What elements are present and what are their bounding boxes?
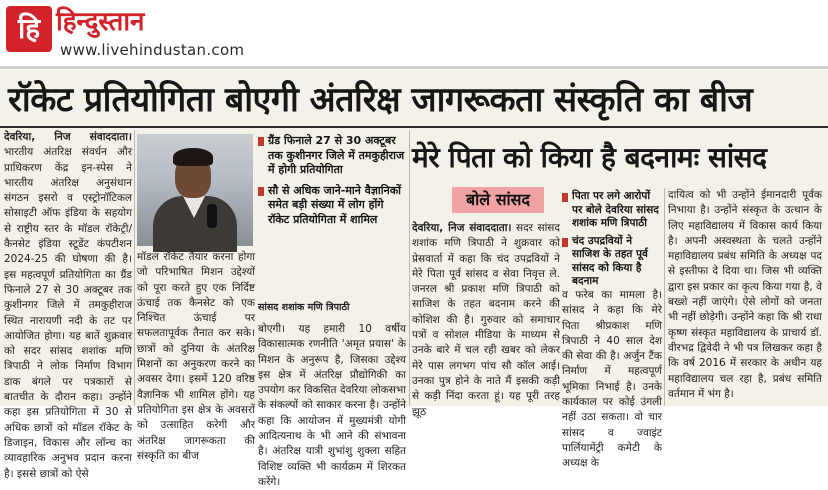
highlight-item xyxy=(562,235,662,289)
newspaper-name[interactable]: हिन्दुस्तान xyxy=(56,7,145,37)
column-divider xyxy=(134,130,135,406)
story1-headline: रॉकेट प्रतियोगिता बोएगी अंतरिक्ष जागरूकता संस्कृति का बीज xyxy=(8,80,753,120)
newspaper-clipping xyxy=(0,70,828,488)
story1-column-1 xyxy=(4,130,132,480)
bullet-marker-icon xyxy=(258,137,264,146)
story2-column-1 xyxy=(412,221,560,418)
column-divider xyxy=(409,130,410,406)
story1-dateline: देवरिया, निज संवाददाता। xyxy=(4,131,132,143)
story2-column-2 xyxy=(562,288,662,470)
photo-caption: सांसद शशांक मणि त्रिपाठी xyxy=(258,302,406,314)
highlight-text: ग्रैंड फिनाले 27 से 30 अक्टूबर तक कुशीनगर जिले में तमकुहीराज में होगी प्रतियोगिता xyxy=(268,134,405,176)
headline-rule xyxy=(0,126,828,128)
masthead xyxy=(0,0,828,72)
hindustan-logo[interactable] xyxy=(6,6,52,52)
mp-photo xyxy=(137,134,253,246)
story1-column-3-text: बोएगी। यह हमारी 10 वर्षीय विकासात्मक रणनीति 'अमृत प्रयास' के मिशन के अनुरूप है, जिसका उद्देश्य इस क्षेत्र में अंतरिक्ष प्रौद्योगिकी का उपयोग कर विकसित देवरिया लोकसभा के संकल्पों को साकार करना है। उन्होंने कहा कि आयोजन में मुख्यमंत्री योगी आदित्यनाथ के भी आने की संभावना है। अंतरिक्ष यात्री शुभांशु शुक्ला सहित विशिष्ट व्यक्ति भी कार्यक्रम में शिरकत करेंगे। xyxy=(258,323,406,488)
highlight-text: पिता पर लगे आरोपों पर बोले देवरिया सांसद शशांक मणि त्रिपाठी xyxy=(572,190,659,229)
story2-tag: बोले सांसद xyxy=(452,187,544,213)
highlight-item xyxy=(258,184,406,228)
story1-column-2-text: मॉडल रॉकेट तैयार करना होगा जो परिभाषित मिशन उद्देश्यों को पूरा करते हुए एक निर्दिष्ट ऊंचाई तक कैनसेट को एक निश्चित ऊंचाई पर सफलतापूर्वक तैनात कर सके। छात्रों को दुनिया के अंतरिक्ष मिशनों का अनुकरण करने का अवसर देगा। इसमें 120 वरिष्ठ वैज्ञानिक भी शामिल होंगे। यह प्रतियोगिता इस क्षेत्र के अवसरों को उत्साहित करेगी और अंतरिक्ष जागरूकता की संस्कृति का बीज xyxy=(137,251,255,462)
website-url[interactable]: www.livehindustan.com xyxy=(60,41,245,59)
highlight-item xyxy=(258,134,406,178)
story2-column-3-text: दायित्व को भी उन्होंने ईमानदारी पूर्वक निभाया है। उन्होंने संस्कृत के उत्थान के लिए महाविद्यालय में विकास कार्य किया है। अपनी अस्वस्थता के चलते उन्होंने महाविद्यालय प्रबंध समिति के अध्यक्ष पद से इस्तीफा दे दिया था। जिस भी व्यक्ति द्वारा इस प्रकार का कृत्य किया गया है, वे बख्शे नहीं जाएंगे। ऐसे लोगों को जनता भी नहीं छोड़ेगी। उन्होंने कहा कि श्री राधा कृष्ण संस्कृत महाविद्यालय के प्राचार्य डॉ. वीरभद्र द्विवेदी ने भी पत्र लिखकर कहा है कि वर्ष 2016 में सरकार के अधीन यह महाविद्यालय चल रहा है, प्रबंध समिति वर्तमान में भंग है। xyxy=(668,189,822,400)
story2-column-2-text: व फरेब का मामला है। सांसद ने कहा कि मेरे पिता श्रीप्रकाश मणि त्रिपाठी ने 40 साल देश की सेवा की है। अर्जुन टैंक निर्माण में महत्वपूर्ण भूमिका निभाई है। उनके कार्यकाल पर कोई उंगली नहीं उठा सकता। वो चार सांसद व ज्वाइंट पार्लियामेंट्री कमेटी के अध्यक्ष के xyxy=(562,289,662,470)
story1-column-1-text: भारतीय अंतरिक्ष संवर्धन और प्राधिकरण केंद्र इन-स्पेस ने भारतीय अंतरिक्ष अनुसंधान संगठन इसरो व एस्ट्रोनॉटिकल सोसाइटी ऑफ इंडिया के सहयोग से राष्ट्रीय स्तर के मॉडल रॉकेट्री/कैनसेट इंडिया स्टूडेंट कंपटीशन 2024-25 की घोषणा की है। इस महत्वपूर्ण प्रतियोगिता का ग्रैंड फिनाले 27 से 30 अक्टूबर तक कुशीनगर जिले में तमकुहीराज स्थित नारायणी नदी के तट पर आयोजित होगा। यह बातें शुक्रवार को सदर सांसद शशांक मणि त्रिपाठी ने लोक निर्माण विभाग डाक बंगले पर पत्रकारों से बातचीत के दौरान कहा। उन्होंने कहा इस प्रतियोगिता में 30 से अधिक छात्रों को मॉडल रॉकेट के डिजाइन, विकास और लॉन्च का व्यावहारिक अनुभव प्रदान करना है। इससे छात्रों को ऐसे xyxy=(4,146,132,480)
bullet-marker-icon xyxy=(562,193,568,202)
photo-hair-shape xyxy=(173,148,213,166)
highlight-text: सौ से अधिक जाने-माने वैज्ञानिकों समेत बड़ी संख्या में लोग होंगे रॉकेट प्रतियोगिता में शामिल xyxy=(268,183,401,226)
story1-column-2 xyxy=(137,250,255,462)
story2-column-1-text: सदर सांसद शशांक मणि त्रिपाठी ने शुक्रवार को प्रेसवार्ता में कहा कि चंद उपद्रवियों ने मेरे पिता पूर्व सांसद व सेवा निवृत्त ले. जनरल श्री प्रकाश मणि त्रिपाठी को साजिश के तहत बदनाम करने की कोशिश की है। गुरुवार को समाचार पत्रों व सोशल मीडिया के माध्यम से उनके बारे में चल रही खबर को लेकर मेरे पास लगभग पांच सौ कॉल आई। उनका पुत्र होने के नाते मैं इसकी कड़ी से कड़ी निंदा करता हूं। यह पूरी तरह झूठ xyxy=(412,222,560,418)
story2-headline: मेरे पिता को किया है बदनामः सांसद xyxy=(412,141,767,174)
story2-column-3 xyxy=(668,188,822,406)
microphone-icon xyxy=(207,204,217,228)
story1-highlights xyxy=(258,134,406,233)
bullet-marker-icon xyxy=(562,238,568,247)
story2-highlights xyxy=(562,190,662,293)
logo-glyph: हि xyxy=(17,12,41,45)
column-divider xyxy=(664,188,665,406)
bullet-marker-icon xyxy=(258,187,264,196)
masthead-divider xyxy=(0,66,828,69)
highlight-text: चंद उपद्रवियों ने साजिश के तहत पूर्व सांसद को किया है बदनाम xyxy=(572,234,648,287)
story2-dateline: देवरिया, निज संवाददाता। xyxy=(412,222,512,234)
highlight-item xyxy=(562,190,662,231)
story1-column-3 xyxy=(258,322,406,488)
